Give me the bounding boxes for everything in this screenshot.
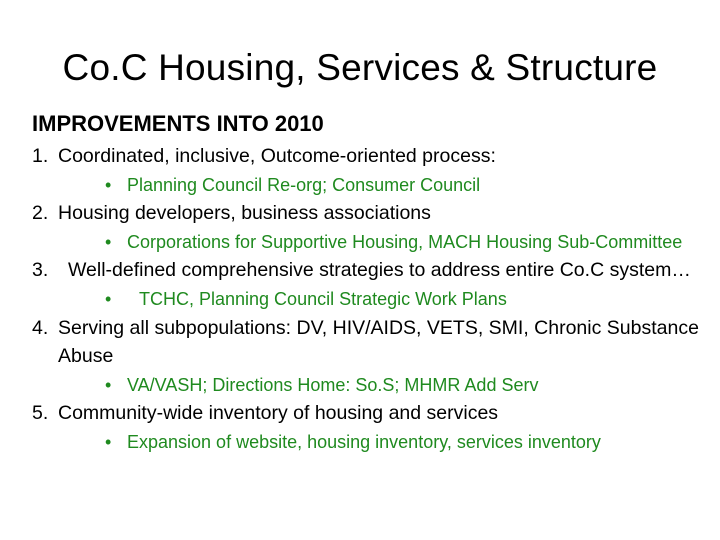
sub-bullet-4 [105,371,702,400]
list-item-text: Well-defined comprehensive strategies to address entire Co.C system… [68,259,691,282]
sub-bullet-1 [105,171,702,200]
list-item-4 [32,314,702,371]
sub-bullet-text: Corporations for Supportive Housing, MACH Housing Sub-Committee [127,231,683,252]
bullet-dot-icon: • [105,231,112,252]
sub-bullet-5 [105,428,702,457]
sub-bullet-text: TCHC, Planning Council Strategic Work Plans [139,288,507,309]
list-number: 2. [32,202,49,225]
bullet-dot-icon: • [105,431,112,452]
list-number: 1. [32,145,49,167]
sub-bullet-text: VA/VASH; Directions Home: So.S; MHMR Add Serv [127,374,539,395]
slide-title: Co.C Housing, Services & Structure [62,47,658,88]
list-number: 4. [32,316,49,339]
list-number: 5. [32,402,49,425]
bullet-dot-icon: • [105,288,112,309]
list-item-text: Housing developers, business associations [58,202,431,225]
bullet-dot-icon: • [105,174,112,195]
sub-bullet-2 [105,228,702,257]
list-item-1 [32,142,702,171]
list-number: 3. [32,259,49,282]
numbered-list [32,142,702,457]
sub-bullet-text: Planning Council Re-org; Consumer Council [127,174,481,195]
sub-bullet-3 [105,285,702,314]
list-item-3 [32,256,702,285]
list-item-text: Serving all subpopulations: DV, HIV/AIDS, VETS, SMI, Chronic Substance Abuse [58,316,699,368]
slide-subtitle: IMPROVEMENTS INTO 2010 [32,111,324,136]
bullet-dot-icon: • [105,374,112,395]
list-item-5 [32,399,702,428]
sub-bullet-text: Expansion of website, housing inventory, services inventory [127,431,601,452]
list-item-2 [32,199,702,228]
list-item-text: Community-wide inventory of housing and services [58,402,499,425]
list-item-text: Coordinated, inclusive, Outcome-oriented process: [58,145,496,167]
